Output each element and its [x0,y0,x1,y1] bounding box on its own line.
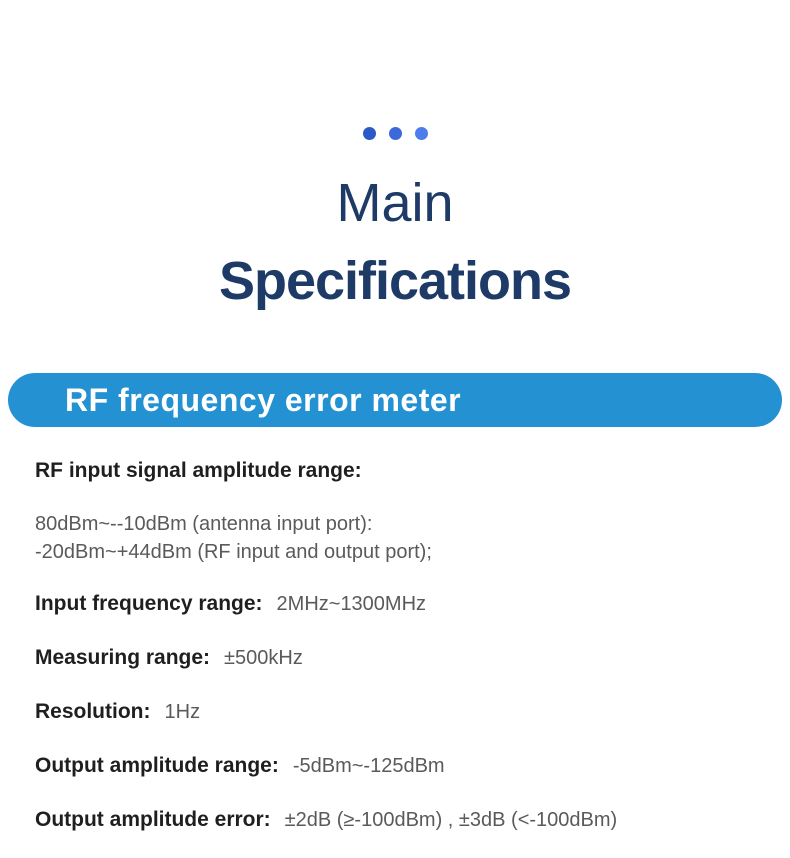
spec-label: Output amplitude range: [35,754,279,777]
spec-label: RF input signal amplitude range: [35,459,362,482]
spec-row-resolution [35,698,755,728]
spec-value: ±500kHz [224,647,303,669]
spec-value: 1Hz [164,701,201,723]
spec-value-line: 80dBm~--10dBm (antenna input port): [35,513,373,535]
spec-value: ±2dB (≥-100dBm) , ±3dB (<-100dBm) [284,809,618,831]
dot-icon [363,127,376,140]
spec-row-output-amplitude-range [35,752,755,782]
spec-label: Output amplitude error: [35,808,271,831]
page-title-specifications: Specifications [218,251,572,311]
spec-value: -5dBm~-125dBm [292,755,445,777]
spec-label: Input frequency range: [35,592,263,615]
spec-list [0,457,790,836]
decorative-dots [0,0,790,140]
page-title-main: Main [336,173,454,233]
banner-label: RF frequency error meter [65,381,462,418]
spec-label: Resolution: [35,700,151,723]
section-banner [8,373,782,427]
spec-value-line: -20dBm~+44dBm (RF input and output port); [35,541,432,563]
dot-icon [415,127,428,140]
spec-value: 2MHz~1300MHz [276,593,427,615]
spec-row-output-amplitude-error [35,806,755,836]
spec-row-measuring-range [35,644,755,674]
spec-row-amplitude-range [35,457,755,487]
dot-icon [389,127,402,140]
spec-row-input-frequency [35,590,755,620]
spec-amplitude-values [35,510,755,566]
spec-label: Measuring range: [35,646,211,669]
